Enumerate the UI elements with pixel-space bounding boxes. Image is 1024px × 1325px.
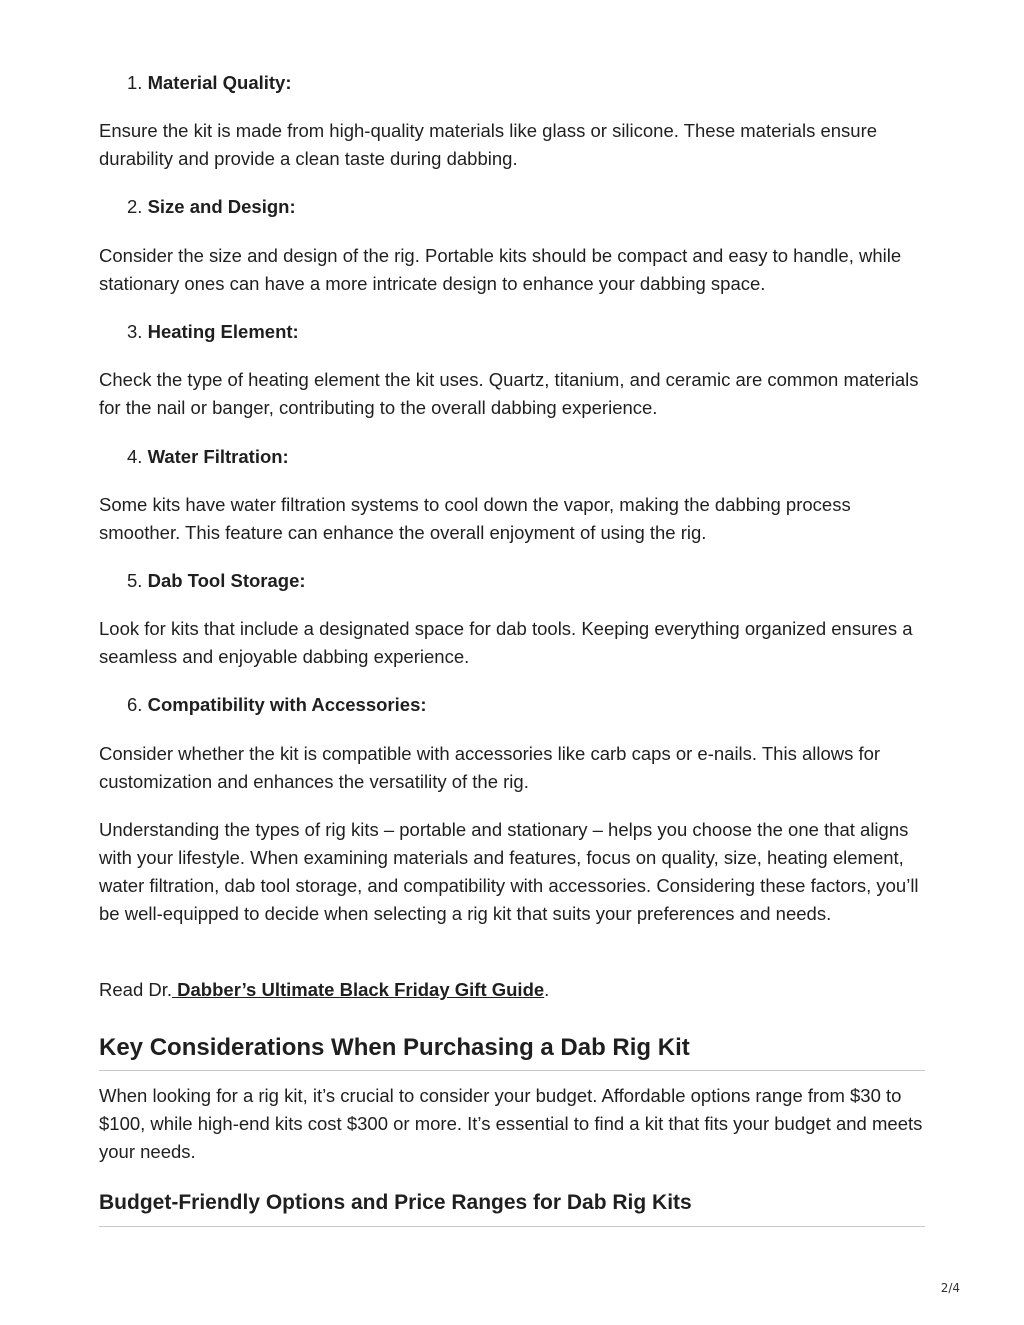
- subsection-heading: Budget-Friendly Options and Price Ranges for Dab Rig Kits: [99, 1188, 925, 1227]
- read-more-suffix: .: [544, 979, 550, 1000]
- list-term: Heating Element:: [147, 321, 299, 342]
- list-number: 1.: [127, 72, 143, 93]
- summary-paragraph: Understanding the types of rig kits – portable and stationary – helps you choose the one that aligns with your lifestyle. When examining materials and features, focus on quality, size, heating element, water filtration, dab tool storage, and compatibility with accessories. Considering these factors, you’ll be well-equipped to decide when selecting a rig kit that suits your preferences and needs.: [99, 819, 919, 924]
- paragraph-size-design: Consider the size and design of the rig. Portable kits should be compact and easy to handle, while stationary ones can have a more intricate design to enhance your dabbing space.: [99, 245, 902, 294]
- list-term: Water Filtration:: [147, 446, 289, 467]
- paragraph-heating-element: Check the type of heating element the kit uses. Quartz, titanium, and ceramic are common materials for the nail or banger, contributing to the overall dabbing experience.: [99, 369, 919, 418]
- list-term: Size and Design:: [147, 196, 296, 217]
- list-term: Material Quality:: [147, 72, 292, 93]
- list-number: 2.: [127, 196, 143, 217]
- list-term: Dab Tool Storage:: [147, 570, 306, 591]
- read-more-prefix: Read Dr.: [99, 979, 173, 1000]
- paragraph-water-filtration: Some kits have water filtration systems to cool down the vapor, making the dabbing process smoother. This feature can enhance the overall enjoyment of using the rig.: [99, 494, 851, 543]
- paragraph-dab-tool-storage: Look for kits that include a designated space for dab tools. Keeping everything organized ensures a seamless and enjoyable dabbing experience.: [99, 618, 913, 667]
- list-number: 6.: [127, 694, 143, 715]
- list-number: 5.: [127, 570, 143, 591]
- page-number: 2/4: [940, 1281, 960, 1295]
- paragraph-material-quality: Ensure the kit is made from high-quality materials like glass or silicone. These materials ensure durability and provide a clean taste during dabbing.: [99, 120, 878, 169]
- list-item-dab-tool-storage: [99, 567, 953, 595]
- list-item-water-filtration: [99, 443, 953, 471]
- gift-guide-link[interactable]: Dabber’s Ultimate Black Friday Gift Guide: [172, 979, 545, 1000]
- list-item-compatibility: [99, 691, 953, 719]
- list-item-material-quality: [99, 69, 953, 97]
- list-number: 4.: [127, 446, 143, 467]
- list-term: Compatibility with Accessories:: [147, 694, 427, 715]
- list-item-heating-element: [99, 318, 953, 346]
- section-paragraph: When looking for a rig kit, it’s crucial to consider your budget. Affordable options range from $30 to $100, while high-end kits cost $300 or more. It’s essential to find a kit that fits your budget and meets your needs.: [99, 1085, 923, 1162]
- section-heading: Key Considerations When Purchasing a Dab Rig Kit: [99, 1032, 925, 1071]
- paragraph-compatibility: Consider whether the kit is compatible with accessories like carb caps or e-nails. This allows for customization and enhances the versatility of the rig.: [99, 743, 881, 792]
- read-more-line: [99, 976, 925, 1004]
- list-number: 3.: [127, 321, 143, 342]
- list-item-size-design: [99, 193, 953, 221]
